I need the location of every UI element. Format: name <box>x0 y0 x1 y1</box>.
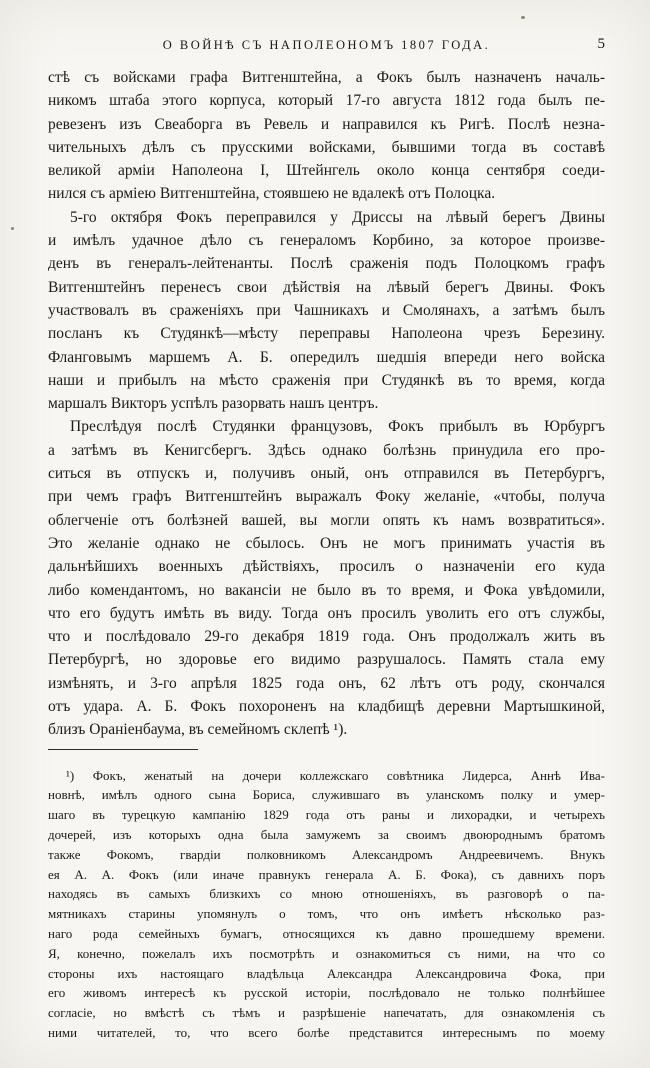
footnote-line: ними читателей, то, что всего болѣе представится интереснымъ по моему <box>48 1024 605 1040</box>
text-line: денъ въ генералъ-лейтенанты. Послѣ сраженія подъ Полоцкомъ графъ <box>48 255 605 273</box>
page-header <box>48 38 605 58</box>
footnote-line: наго рода семейныхъ бумагъ, относящихся къ давно прошедшему времени. <box>48 925 605 941</box>
footnote-line: шаго въ турецкую кампанію 1829 года отъ раны и лихорадки, и четырехъ <box>48 807 605 823</box>
text-line: а затѣмъ въ Кенигсбергъ. Здѣсь однако болѣзнь принудила его про- <box>48 441 605 459</box>
footnote-line: мятникахъ старины упомянулъ о томъ, что онъ имѣетъ нѣсколько раз- <box>48 906 605 922</box>
footnote-line: дочерей, изъ которыхъ одна была замужемъ за своимъ двоюроднымъ братомъ <box>48 827 605 842</box>
running-title: О ВОЙНѢ СЪ НАПОЛЕОНОМЪ 1807 ГОДА. <box>162 38 491 52</box>
footnote-line: Я, конечно, пожелалъ ихъ посмотрѣть и ознакомиться съ ними, на что со <box>48 945 605 961</box>
text-line: великой арміи Наполеона I, Штейнгель около конца сентября соеди- <box>48 162 605 180</box>
paragraph <box>48 66 605 206</box>
footnote-line: ея А. А. Фокъ (или иначе правнукъ генерала А. Б. Фока), съ давнихъ поръ <box>48 866 605 882</box>
text-line: наши и прибылъ на мѣсто сраженія при Студянкѣ въ то время, когда <box>48 371 605 389</box>
footnote-line: новнѣ, имѣлъ одного сына Бориса, служившаго въ уланскомъ полку и умер- <box>48 787 605 803</box>
text-line: стѣ съ войсками графа Витгенштейна, а Фокъ былъ назначенъ началь- <box>48 69 605 86</box>
text-line: ситься въ отпускъ и, получивъ оный, онъ отправился въ Петербургъ, <box>48 465 605 483</box>
footnote-text <box>48 766 605 1043</box>
text-line: Фланговымъ маршемъ А. Б. опередилъ шедшія впереди него войска <box>48 348 605 366</box>
paragraph <box>48 415 605 741</box>
footnote-line: также Фокомъ, гвардіи полковникомъ Александромъ Андреевичемъ. Внукъ <box>48 846 605 862</box>
scan-speckle <box>11 227 14 230</box>
footnote-line: стороны ихъ настоящаго владѣльца Александра Александровича Фока, при <box>48 965 605 981</box>
text-block <box>48 66 605 1043</box>
scan-speckle <box>521 16 525 19</box>
footnote-line: находясь въ самыхъ близкихъ со мною отношеніяхъ, въ разговорѣ о па- <box>48 886 605 902</box>
text-line: 5-го октября Фокъ переправился у Дриссы на лѣвый берегъ Двины <box>70 208 605 226</box>
text-line: Петербургѣ, но здоровье его видимо разрушалось. Память стала ему <box>48 651 605 669</box>
text-line: что и послѣдовало 29-го декабря 1819 года. Онъ продолжалъ жить въ <box>48 628 605 646</box>
text-line: отъ удара. А. Б. Фокъ похороненъ на кладбищѣ деревни Мартышкиной, <box>48 698 605 716</box>
page-number: 5 <box>597 36 605 52</box>
footnote-line: согласіе, но вмѣстѣ съ тѣмъ и разрѣшеніе напечатать, для ознакомленія съ <box>48 1005 605 1021</box>
text-line: чительныхъ дѣлъ съ прусскими войсками, бывшими тогда въ составѣ <box>48 138 605 156</box>
body-text <box>48 66 605 742</box>
text-line: маршалъ Викторъ успѣлъ разорвать нашъ центръ. <box>48 395 379 413</box>
text-line: никомъ штаба этого корпуса, который 17-го августа 1812 года былъ пе- <box>48 92 605 110</box>
text-line: ревезенъ изъ Свеаборга въ Ревель и направился къ Ригѣ. Послѣ незна- <box>48 115 605 133</box>
text-line: дальнѣйшихъ военныхъ дѣйствіяхъ, просилъ о назначеніи его куда <box>48 558 605 576</box>
text-line: посланъ къ Студянкѣ—мѣсту переправы Наполеона чрезъ Березину. <box>48 325 605 343</box>
paragraph <box>48 206 605 416</box>
text-line: и имѣлъ удачное дѣло съ генераломъ Корбино, за которое произве- <box>48 232 605 250</box>
footnote-line: его живомъ интересѣ къ русской исторіи, послѣдовало не только полнѣйшее <box>48 985 605 1001</box>
text-line: либо комендантомъ, но вакансіи не было въ то время, и Фока увѣдомили, <box>48 581 605 599</box>
text-line: при чемъ графъ Витгенштейнъ выражалъ Фоку желаніе, «чтобы, получа <box>48 488 605 506</box>
text-line: нился съ арміею Витгенштейна, стоявшею не вдалекѣ отъ Полоцка. <box>48 185 496 203</box>
text-line: Преслѣдуя послѣ Студянки французовъ, Фокъ прибылъ въ Юрбургъ <box>70 418 605 436</box>
text-line: что его будутъ имѣть въ виду. Тогда онъ просилъ уволить его отъ службы, <box>48 604 605 622</box>
footnote-line: ¹) Фокъ, женатый на дочери коллежскаго совѣтника Лидерса, Аннѣ Ива- <box>66 767 605 783</box>
footnote-separator <box>48 749 198 750</box>
text-line: измѣнять, и 3-го апрѣля 1825 года онъ, 62 лѣтъ отъ роду, скончался <box>48 674 605 692</box>
text-line: близъ Ораніенбаума, въ семейномъ склепѣ ¹). <box>48 721 348 739</box>
text-line: Витгенштейнъ перенесъ свои дѣйствія на лѣвый берегъ Двины. Фокъ <box>48 278 605 296</box>
text-line: Это желаніе однако не сбылось. Онъ не могъ принимать участія въ <box>48 534 605 552</box>
text-line: облегченіе отъ болѣзней вашей, вы могли опять къ намъ возвратиться». <box>48 511 605 529</box>
text-line: участвовалъ въ сраженіяхъ при Чашникахъ и Смолянахъ, а затѣмъ былъ <box>48 301 605 319</box>
